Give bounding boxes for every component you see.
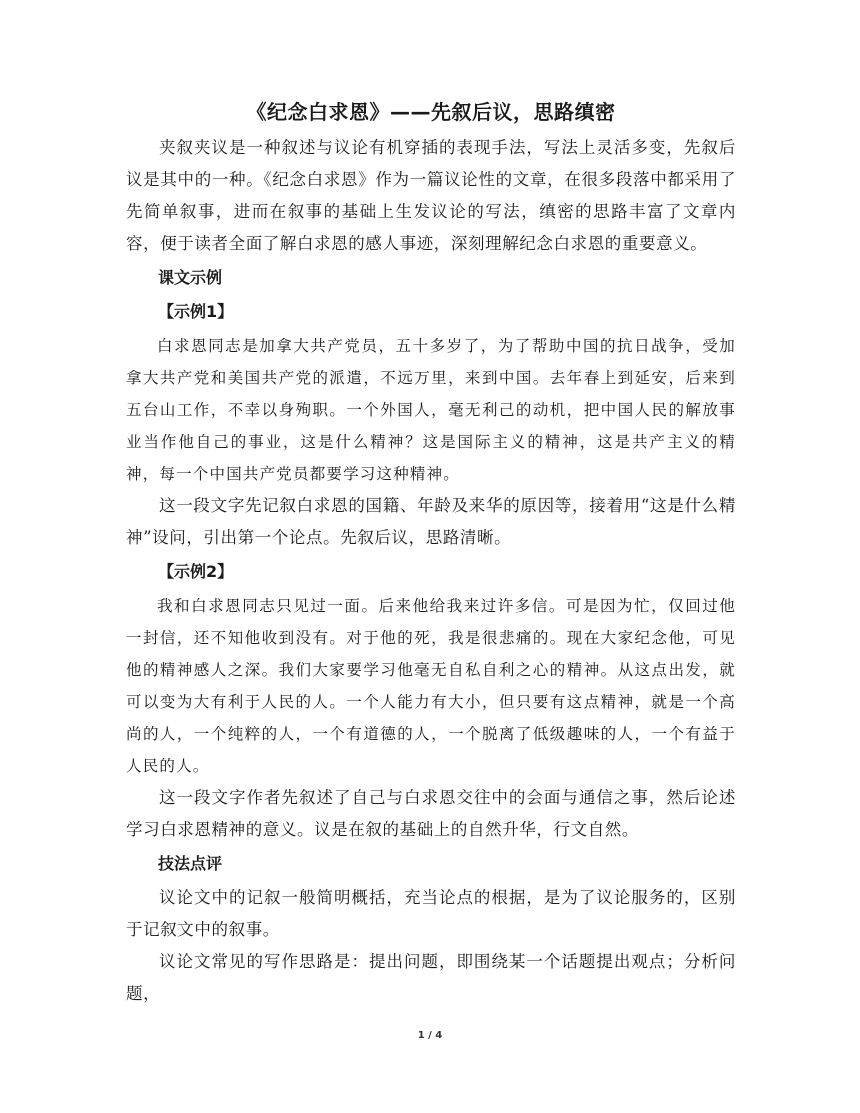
section-heading-technique: 技法点评 [158, 854, 223, 873]
intro-paragraph: 夹叙夹议是一种叙述与议论有机穿插的表现手法，写法上灵活多变，先叙后议是其中的一种。《纪念白求恩》作为一篇议论性的文章，在很多段落中都采用了先简单叙事，进而在叙事的基础上生发议论的写法，缜密的思路丰富了文章内容，便于读者全面了解白求恩的感人事迹，深刻理解纪念白求恩的重要意义。 [126, 138, 736, 253]
technique-paragraph-2: 议论文常见的写作思路是：提出问题，即围绕某一个话题提出观点；分析问题， [126, 952, 736, 1003]
example1-label: 【示例1】 [158, 302, 234, 321]
document-title: 《纪念白求恩》——先叙后议，思路缜密 [246, 100, 616, 124]
technique-paragraph-1: 议论文中的记叙一般简明概括，充当论点的根据，是为了议论服务的，区别于记叙文中的叙事。 [126, 888, 736, 939]
example1-comment: 这一段文字先记叙白求恩的国籍、年龄及来华的原因等，接着用“这是什么精神”设问，引出第一个论点。先叙后议，思路清晰。 [126, 496, 736, 547]
example2-text: 我和白求恩同志只见过一面。后来他给我来过许多信。可是因为忙，仅回过他一封信，还不知他收到没有。对于他的死，我是很悲痛的。现在大家纪念他，可见他的精神感人之深。我们大家要学习他毫无自私自利之心的精神。从这点出发，就可以变为大有利于人民的人。一个人能力有大小，但只要有这点精神，就是一个高尚的人，一个纯粹的人，一个有道德的人，一个脱离了低级趣味的人，一个有益于人民的人。 [126, 597, 736, 775]
example1-text: 白求恩同志是加拿大共产党员，五十多岁了，为了帮助中国的抗日战争，受加拿大共产党和美国共产党的派遣，不远万里，来到中国。去年春上到延安，后来到五台山工作，不幸以身殉职。一个外国人，毫无利己的动机，把中国人民的解放事业当作他自己的事业，这是什么精神？这是国际主义的精神，这是共产主义的精神，每一个中国共产党员都要学习这种精神。 [126, 337, 736, 483]
section-heading-examples: 课文示例 [158, 268, 223, 287]
example2-label: 【示例2】 [158, 562, 234, 581]
document-page [126, 96, 736, 1010]
example2-comment: 这一段文字作者先叙述了自己与白求恩交往中的会面与通信之事，然后论述学习白求恩精神的意义。议是在叙的基础上的自然升华，行文自然。 [126, 788, 736, 839]
page-number: 1 / 4 [417, 1030, 443, 1041]
